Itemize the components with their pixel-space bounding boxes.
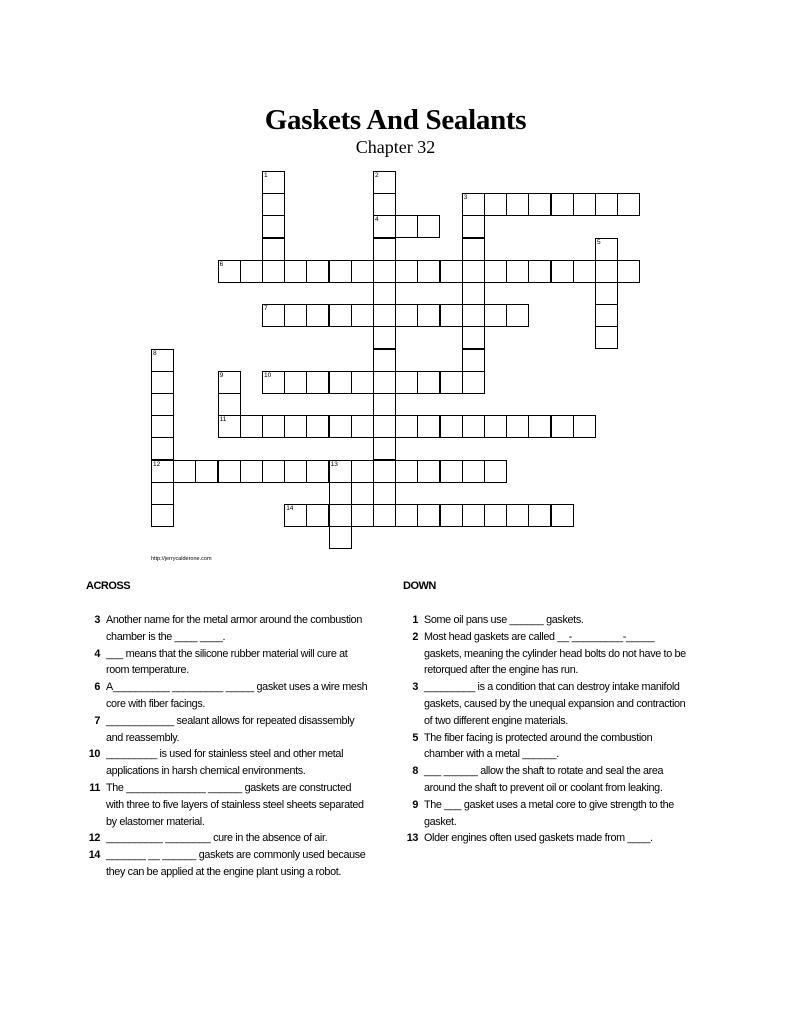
grid-cell[interactable] xyxy=(395,304,418,327)
puzzle-title: Gaskets And Sealants xyxy=(264,104,527,136)
credit-text: http://jerrycalderone.com xyxy=(151,556,212,562)
grid-cell[interactable] xyxy=(284,304,307,327)
grid-cell[interactable] xyxy=(240,460,263,483)
grid-cell[interactable] xyxy=(151,437,174,460)
grid-cell[interactable] xyxy=(440,260,463,283)
grid-cell[interactable] xyxy=(151,460,174,483)
clue-number: 2 xyxy=(412,630,418,643)
cell-number: 6 xyxy=(219,260,224,268)
across-clue xyxy=(78,780,368,830)
grid-cell[interactable] xyxy=(417,504,440,527)
cell-number: 5 xyxy=(597,238,601,246)
grid-cell[interactable] xyxy=(395,460,418,483)
clue-text: _________ is used for stainless steel and other metal applications in harsh chemical environments. xyxy=(106,748,344,778)
grid-cell[interactable] xyxy=(528,504,551,527)
clue-text: ___ means that the silicone rubber material will cure at room temperature. xyxy=(106,647,348,677)
grid-cell[interactable] xyxy=(151,393,174,416)
grid-cell[interactable] xyxy=(218,393,241,416)
cell-number: 7 xyxy=(264,305,268,313)
clue-number: 5 xyxy=(412,731,418,744)
grid-cell[interactable] xyxy=(462,215,485,238)
grid-cell[interactable] xyxy=(373,504,396,527)
grid-cell[interactable] xyxy=(262,260,285,283)
down-clue xyxy=(396,730,686,764)
grid-cell[interactable] xyxy=(440,504,463,527)
cell-number: 11 xyxy=(219,416,227,424)
cell-number: 2 xyxy=(375,172,379,179)
clue-number: 3 xyxy=(412,681,418,694)
grid-cell[interactable] xyxy=(440,460,463,483)
grid-cell[interactable] xyxy=(306,460,329,483)
grid-cell[interactable] xyxy=(484,304,507,327)
grid-cell[interactable] xyxy=(595,304,618,327)
down-clue xyxy=(396,612,686,629)
grid-cell[interactable] xyxy=(284,460,307,483)
grid-cell[interactable] xyxy=(528,415,551,438)
puzzle-subtitle: Chapter 32 xyxy=(355,137,436,157)
clue-number: 12 xyxy=(88,832,100,845)
down-clue xyxy=(396,797,686,831)
clue-number: 8 xyxy=(412,765,418,778)
grid-cell[interactable] xyxy=(573,260,596,283)
clue-text: The ______________ ______ gaskets are constructed with three to five layers of stainless steel sheets separated by elastomer material. xyxy=(106,781,364,828)
clue-text: The ___ gasket uses a metal core to give strength to the gasket. xyxy=(424,798,674,828)
grid-cell[interactable] xyxy=(373,393,396,416)
grid-cell[interactable] xyxy=(351,371,374,394)
grid-cell[interactable] xyxy=(262,460,285,483)
clue-number: 6 xyxy=(94,681,100,694)
grid-cell[interactable] xyxy=(506,260,529,283)
grid-cell[interactable] xyxy=(306,504,329,527)
grid-cell[interactable] xyxy=(506,304,529,327)
grid-cell[interactable] xyxy=(417,415,440,438)
grid-cell[interactable] xyxy=(484,504,507,527)
grid-cell[interactable] xyxy=(373,460,396,483)
grid-cell[interactable] xyxy=(462,349,485,372)
grid-cell[interactable] xyxy=(306,371,329,394)
grid-cell[interactable] xyxy=(218,415,241,438)
grid-cell[interactable] xyxy=(262,171,285,194)
cell-number: 8 xyxy=(153,349,157,357)
clue-text: ____________ sealant allows for repeated disassembly and reassembly. xyxy=(106,714,355,744)
grid-cell[interactable] xyxy=(484,460,507,483)
grid-cell[interactable] xyxy=(218,260,241,283)
across-clue xyxy=(78,679,368,713)
grid-cell[interactable] xyxy=(262,304,285,327)
clue-number: 14 xyxy=(88,849,100,862)
grid-cell[interactable] xyxy=(462,282,485,305)
across-clue xyxy=(78,746,368,780)
grid-cell[interactable] xyxy=(462,304,485,327)
clue-number: 1 xyxy=(412,614,418,626)
grid-cell[interactable] xyxy=(262,371,285,394)
grid-cell[interactable] xyxy=(329,415,352,438)
grid-cell[interactable] xyxy=(595,326,618,349)
grid-cell[interactable] xyxy=(551,504,574,527)
grid-cell[interactable] xyxy=(262,415,285,438)
grid-cell[interactable] xyxy=(351,415,374,438)
clue-text: Some oil pans use ______ gaskets. xyxy=(424,614,584,626)
grid-cell[interactable] xyxy=(417,215,440,238)
cell-number: 4 xyxy=(375,216,379,224)
down-clue xyxy=(396,830,686,847)
grid-cell[interactable] xyxy=(462,238,485,261)
grid-cell[interactable] xyxy=(373,238,396,261)
grid-cell[interactable] xyxy=(284,260,307,283)
grid-cell[interactable] xyxy=(306,415,329,438)
across-clue xyxy=(78,646,368,680)
clue-text: Older engines often used gaskets made from ____. xyxy=(424,832,653,845)
grid-cell[interactable] xyxy=(151,371,174,394)
grid-cell[interactable] xyxy=(417,460,440,483)
grid-cell[interactable] xyxy=(329,304,352,327)
grid-cell[interactable] xyxy=(395,215,418,238)
clue-text: _______ __ ______ gaskets are commonly used because they can be applied at the engine plant using a robot. xyxy=(106,849,366,878)
across-clue xyxy=(78,713,368,747)
grid-cell[interactable] xyxy=(284,371,307,394)
grid-cell[interactable] xyxy=(195,460,218,483)
cell-number: 3 xyxy=(463,194,468,202)
grid-cell[interactable] xyxy=(373,215,396,238)
clue-text: The fiber facing is protected around the combustion chamber with a metal ______. xyxy=(424,731,653,761)
grid-cell[interactable] xyxy=(373,437,396,460)
down-clue xyxy=(396,763,686,797)
grid-cell[interactable] xyxy=(417,371,440,394)
grid-cell[interactable] xyxy=(218,371,241,394)
grid-cell[interactable] xyxy=(462,260,485,283)
grid-cell[interactable] xyxy=(306,260,329,283)
cell-number: 9 xyxy=(219,371,224,379)
down-heading: DOWN xyxy=(403,580,436,592)
across-clue xyxy=(78,612,368,646)
grid-cell[interactable] xyxy=(462,326,485,349)
grid-cell[interactable] xyxy=(417,260,440,283)
grid-cell[interactable] xyxy=(395,415,418,438)
cell-number: 12 xyxy=(153,460,161,468)
grid-cell[interactable] xyxy=(484,193,507,216)
grid-cell[interactable] xyxy=(551,415,574,438)
grid-cell[interactable] xyxy=(306,304,329,327)
grid-cell[interactable] xyxy=(595,238,618,261)
cell-number: 13 xyxy=(330,460,338,468)
grid-cell[interactable] xyxy=(351,504,374,527)
grid-cell[interactable] xyxy=(551,193,574,216)
down-clue xyxy=(396,679,686,729)
cell-number: 1 xyxy=(264,172,268,179)
across-clue-list xyxy=(78,612,368,881)
grid-cell[interactable] xyxy=(373,482,396,505)
grid-cell[interactable] xyxy=(595,193,618,216)
grid-cell[interactable] xyxy=(484,260,507,283)
grid-cell[interactable] xyxy=(462,415,485,438)
grid-cell[interactable] xyxy=(462,460,485,483)
clue-number: 10 xyxy=(88,748,100,761)
grid-cell[interactable] xyxy=(417,304,440,327)
clue-number: 4 xyxy=(94,647,100,660)
grid-cell[interactable] xyxy=(218,460,241,483)
clue-text: __________ ________ cure in the absence of air. xyxy=(106,832,328,845)
clue-number: 9 xyxy=(412,798,418,811)
grid-cell[interactable] xyxy=(373,171,396,194)
grid-cell[interactable] xyxy=(262,193,285,216)
clue-text: Most head gaskets are called __-_________-_____ gaskets, meaning the cylinder head bolts do not have to be retorqued after the engine has run. xyxy=(424,630,686,677)
clue-text: ___ ______ allow the shaft to rotate and seal the area around the shaft to prevent oil or coolant from leaking. xyxy=(424,765,664,794)
grid-cell[interactable] xyxy=(595,282,618,305)
grid-cell[interactable] xyxy=(528,260,551,283)
down-clue-list xyxy=(396,612,686,847)
grid-cell[interactable] xyxy=(395,504,418,527)
grid-cell[interactable] xyxy=(551,260,574,283)
grid-cell[interactable] xyxy=(373,260,396,283)
grid-cell[interactable] xyxy=(173,460,196,483)
clue-text: Another name for the metal armor around the combustion chamber is the ____ ____. xyxy=(106,614,362,643)
grid-cell[interactable] xyxy=(373,415,396,438)
grid-cell[interactable] xyxy=(329,504,352,527)
down-clue xyxy=(396,629,686,679)
grid-cell[interactable] xyxy=(595,260,618,283)
grid-cell[interactable] xyxy=(395,371,418,394)
grid-cell[interactable] xyxy=(373,371,396,394)
grid-cell[interactable] xyxy=(329,482,352,505)
grid-cell[interactable] xyxy=(373,349,396,372)
across-heading: ACROSS xyxy=(86,580,131,592)
grid-cell[interactable] xyxy=(151,482,174,505)
across-clue xyxy=(78,830,368,847)
grid-cell[interactable] xyxy=(351,304,374,327)
cell-number: 10 xyxy=(264,371,272,379)
grid-cell[interactable] xyxy=(506,504,529,527)
grid-cell[interactable] xyxy=(284,415,307,438)
grid-cell[interactable] xyxy=(329,371,352,394)
grid-cell[interactable] xyxy=(329,260,352,283)
grid-cell[interactable] xyxy=(351,260,374,283)
grid-cell[interactable] xyxy=(506,193,529,216)
grid-cell[interactable] xyxy=(329,460,352,483)
grid-cell[interactable] xyxy=(240,260,263,283)
grid-cell[interactable] xyxy=(151,349,174,372)
grid-cell[interactable] xyxy=(262,238,285,261)
grid-cell[interactable] xyxy=(440,415,463,438)
grid-cell[interactable] xyxy=(262,215,285,238)
grid-cell[interactable] xyxy=(373,304,396,327)
grid-cell[interactable] xyxy=(329,526,352,549)
grid-cell[interactable] xyxy=(351,460,374,483)
grid-cell[interactable] xyxy=(462,371,485,394)
cell-number: 14 xyxy=(286,505,294,512)
grid-cell[interactable] xyxy=(151,415,174,438)
clue-text: A__________ _________ _____ gasket uses a wire mesh core with fiber facings. xyxy=(106,681,368,710)
grid-cell[interactable] xyxy=(373,282,396,305)
grid-cell[interactable] xyxy=(440,304,463,327)
grid-cell[interactable] xyxy=(373,326,396,349)
grid-cell[interactable] xyxy=(240,415,263,438)
grid-cell[interactable] xyxy=(373,193,396,216)
clue-number: 13 xyxy=(406,832,418,845)
grid-cell[interactable] xyxy=(617,260,640,283)
grid-cell[interactable] xyxy=(484,415,507,438)
grid-cell[interactable] xyxy=(440,371,463,394)
grid-cell[interactable] xyxy=(462,504,485,527)
clue-number: 11 xyxy=(89,781,100,794)
grid-cell[interactable] xyxy=(573,193,596,216)
grid-cell[interactable] xyxy=(617,193,640,216)
across-clue xyxy=(78,847,368,881)
clue-number: 7 xyxy=(94,714,100,727)
grid-cell[interactable] xyxy=(573,415,596,438)
grid-cell[interactable] xyxy=(151,504,174,527)
grid-cell[interactable] xyxy=(528,193,551,216)
clue-number: 3 xyxy=(94,614,100,626)
grid-cell[interactable] xyxy=(506,415,529,438)
grid-cell[interactable] xyxy=(462,193,485,216)
clue-text: _________ is a condition that can destroy intake manifold gaskets, caused by the unequal expansion and contraction of two different engine materials. xyxy=(424,681,686,727)
grid-cell[interactable] xyxy=(284,504,307,527)
grid-cell[interactable] xyxy=(395,260,418,283)
